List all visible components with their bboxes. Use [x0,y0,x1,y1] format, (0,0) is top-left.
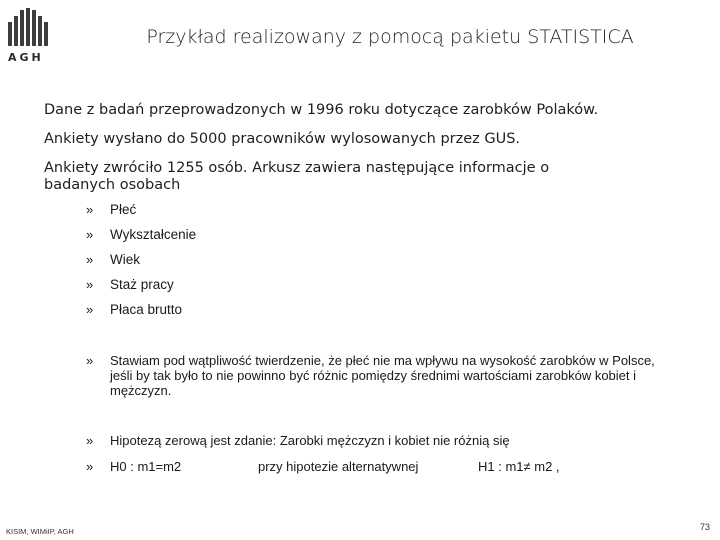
list-item [86,227,196,252]
footer-affiliation: KISIM, WIMiIP, AGH [6,527,74,536]
list-item-label: Płaca brutto [110,302,183,317]
agh-logo [6,8,50,64]
list-item-label: Wiek [110,252,140,267]
list-item [86,202,196,227]
variable-list [86,202,196,327]
hypotheses-bullet [86,459,676,474]
agh-logo-text: AGH [8,51,44,64]
claim-bullet [86,353,676,398]
hypotheses-row [110,459,560,474]
bullet-mark: » [86,353,94,368]
bullet-mark: » [86,459,94,474]
slide-title: Przykład realizowany z pomocą pakietu STATISTICA [146,26,634,48]
bullet-mark: » [86,277,94,292]
bullet-mark: » [86,252,94,267]
bullet-mark: » [86,433,94,448]
bullet-mark: » [86,227,94,242]
null-hypothesis-text: Hipotezą zerową jest zdanie: Zarobki mężczyzn i kobiet nie różnią się [110,433,510,448]
list-item [86,302,196,327]
paragraph-survey-returned: Ankiety zwróciło 1255 osób. Arkusz zawiera następujące informacje o badanych osobach [44,160,550,193]
agh-logo-bars [8,8,50,46]
h1-formula: H1 : m1≠ m2 , [478,459,560,474]
claim-text: Stawiam pod wątpliwość twierdzenie, że płeć nie ma wpływu na wysokość zarobków w Polsce, jeśli by tak było to nie powinno być różnic pomiędzy średnimi wartościami zarobków kobiet i mężczyzn. [110,353,655,398]
paragraph-data-source: Dane z badań przeprowadzonych w 1996 roku dotyczące zarobków Polaków. [44,102,599,118]
null-hypothesis-bullet [86,433,676,448]
list-item [86,252,196,277]
page-number: 73 [699,522,710,532]
paragraph-survey-sent: Ankiety wysłano do 5000 pracowników wylosowanych przez GUS. [44,131,521,147]
list-item-label: Wykształcenie [110,227,197,242]
list-item [86,277,196,302]
bullet-mark: » [86,202,94,217]
bullet-mark: » [86,302,94,317]
h0-formula: H0 : m1=m2 [110,459,182,474]
list-item-label: Płeć [110,202,137,217]
list-item-label: Staż pracy [110,277,174,292]
alternative-label: przy hipotezie alternatywnej [258,459,419,474]
